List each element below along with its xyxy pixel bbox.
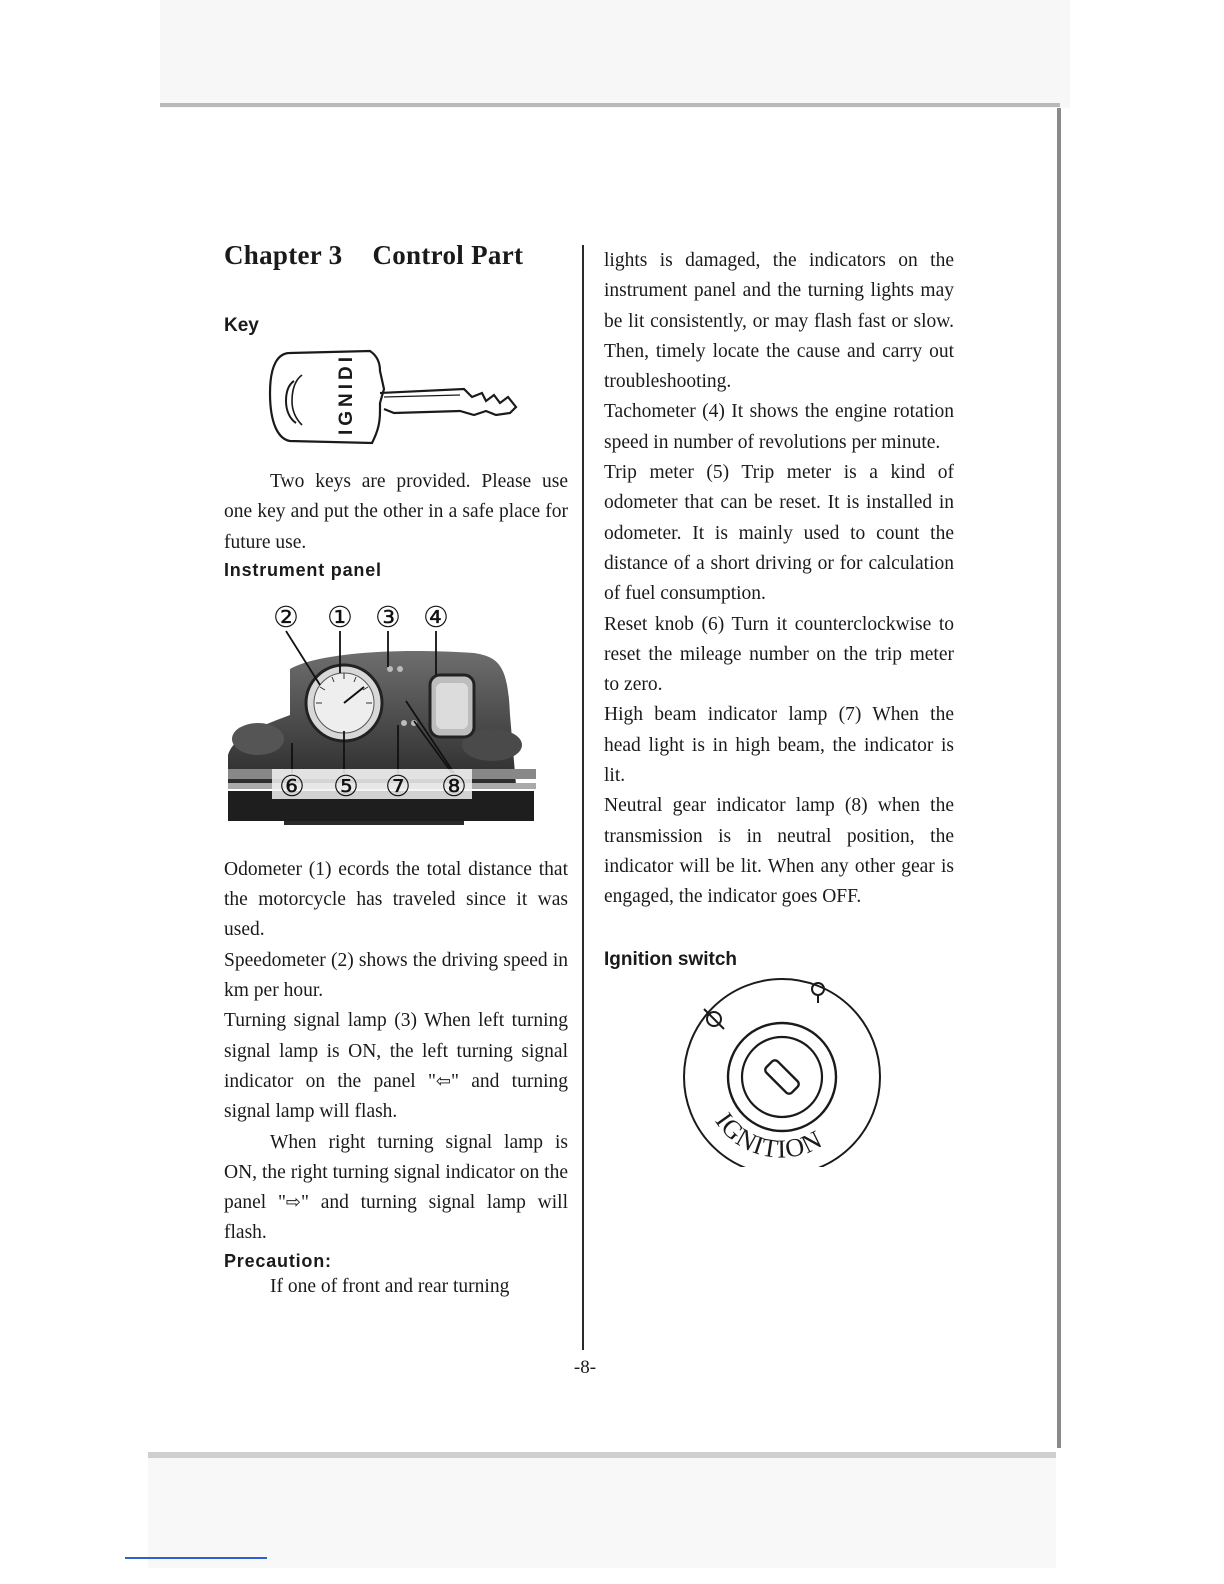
callout-8: ⑧ — [441, 768, 467, 803]
callout-1: ① — [327, 599, 353, 634]
left-column — [224, 240, 568, 1302]
chapter-number: Chapter 3 — [224, 240, 343, 270]
right-rule — [1057, 108, 1061, 1448]
reset-knob-paragraph: Reset knob (6) Turn it counterclockwise to reset the mileage number on the trip meter to zero. — [604, 613, 954, 696]
ignition-ring-text: IGNITION — [709, 1106, 828, 1164]
chapter-title — [224, 240, 568, 271]
chapter-name: Control Part — [372, 240, 524, 270]
ignition-switch-illustration — [604, 967, 954, 1167]
callout-4: ④ — [423, 599, 449, 634]
callout-bottom-labels — [272, 769, 472, 803]
trip-meter-paragraph: Trip meter (5) Trip meter is a kind of odometer that can be reset. It is installed in odometer. It is mainly used to count the distance of a short driving or for calculation of fuel consumption. — [604, 462, 954, 605]
callout-2: ② — [273, 599, 299, 634]
top-rule — [160, 103, 1060, 107]
callout-5: ⑤ — [333, 768, 359, 803]
tachometer-paragraph: Tachometer (4) It shows the engine rotation speed in number of revolutions per minute. — [604, 401, 954, 453]
precaution-paragraph-continued: lights is damaged, the indicators on the instrument panel and the turning lights may be lit consistently, or may flash fast or slow. Then, timely locate the cause and carry out troubleshooting. — [604, 250, 954, 393]
scan-top-margin — [160, 0, 1070, 108]
instrument-panel-heading: Instrument panel — [224, 559, 382, 580]
precaution-paragraph-start: If one of front and rear turning — [270, 1275, 510, 1297]
key-label: IGNIDI — [336, 352, 357, 435]
tachometer-dial — [430, 675, 474, 737]
ignition-key-slot-icon — [764, 1058, 801, 1095]
speedometer-dial — [306, 665, 382, 741]
right-column — [604, 246, 954, 1167]
neutral-gear-paragraph: Neutral gear indicator lamp (8) when the transmission is in neutral position, the indicator will be lit. When any other gear is engaged, the indicator goes OFF. — [604, 795, 954, 908]
link-underline — [125, 1557, 267, 1559]
key-paragraph: Two keys are provided. Please use one key and put the other in a safe place for future use. — [224, 471, 568, 553]
off-position-icon — [704, 1009, 724, 1029]
key-illustration — [224, 331, 568, 461]
ignition-lock-face — [728, 1023, 836, 1131]
speedometer-paragraph: Speedometer (2) shows the driving speed in km per hour. — [224, 949, 568, 1002]
left-turning-paragraph: Turning signal lamp (3) When left turning signal lamp is ON, the left turning signal indicator on the panel "⇦" and turning signal lamp will flash. — [224, 1010, 568, 1123]
scan-bottom-margin — [148, 1458, 1056, 1568]
left-arrow-icon: ⇦ — [435, 1070, 451, 1092]
page-number: -8- — [573, 1357, 597, 1378]
key-icon — [270, 351, 516, 443]
right-arrow-icon: ⇨ — [285, 1192, 302, 1214]
callout-6: ⑥ — [279, 768, 305, 803]
high-beam-paragraph: High beam indicator lamp (7) When the head light is in high beam, the indicator is lit. — [604, 704, 954, 787]
callout-7: ⑦ — [385, 768, 411, 803]
key-heading: Key — [224, 315, 259, 336]
column-divider — [582, 245, 584, 1350]
instrument-panel-photo — [224, 595, 568, 843]
callout-top-labels — [273, 600, 449, 634]
precaution-heading: Precaution: — [224, 1250, 332, 1271]
ignition-switch-heading: Ignition switch — [604, 948, 737, 970]
odometer-paragraph: Odometer (1) ecords the total distance that the motorcycle has traveled since it was used. — [224, 858, 568, 941]
right-turning-paragraph: When right turning signal lamp is ON, the right turning signal indicator on the panel "⇨" and turning signal lamp will flash. — [224, 1131, 568, 1244]
callout-3: ③ — [375, 599, 401, 634]
